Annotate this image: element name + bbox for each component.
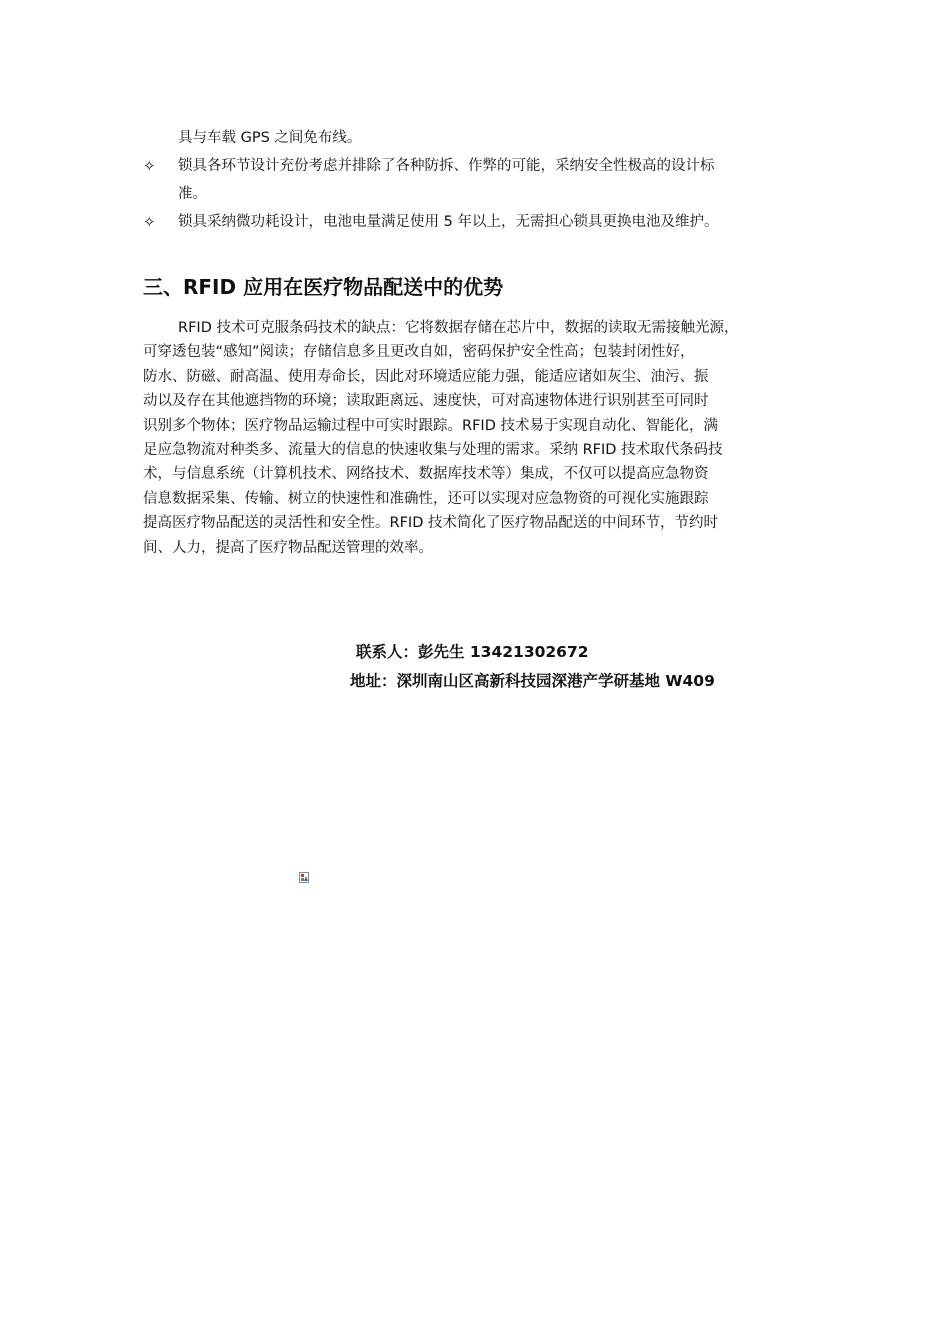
bullet-item-1-line-1: 锁具各环节设计充份考虑并排除了各种防拆、作弊的可能，采纳安全性极高的设计标 xyxy=(178,158,715,174)
continuation-line: 具与车载 GPS 之间免布线。 xyxy=(178,130,362,146)
broken-image-icon xyxy=(299,868,309,879)
paragraph-line: 间、人力，提高了医疗物品配送管理的效率。 xyxy=(143,539,433,556)
bullet-item-2-line-1: 锁具采纳微功耗设计，电池电量满足使用 5 年以上，无需担心锁具更换电池及维护。 xyxy=(178,214,719,230)
bullet-marker-icon: ✧ xyxy=(143,213,156,231)
paragraph-line: RFID 技术可克服条码技术的缺点：它将数据存储在芯片中，数据的读取无需接触光源， xyxy=(178,320,739,336)
bullet-marker-icon: ✧ xyxy=(143,157,156,175)
paragraph-line: 信息数据采集、传输、树立的快速性和准确性，还可以实现对应急物资的可视化实施跟踪 xyxy=(143,490,709,507)
paragraph-line: 防水、防磁、耐高温、使用寿命长，因此对环境适应能力强，能适应诸如灰尘、油污、振 xyxy=(143,368,709,385)
paragraph-line: 动以及存在其他遮挡物的环境；读取距离远、速度快，可对高速物体进行识别甚至可同时 xyxy=(143,393,709,410)
contact-person: 联系人：彭先生 13421302672 xyxy=(356,643,589,661)
contact-address: 地址：深圳南山区高新科技园深港产学研基地 W409 xyxy=(350,672,715,690)
section-heading: 三、RFID 应用在医疗物品配送中的优势 xyxy=(143,275,504,299)
body-paragraph xyxy=(143,316,819,560)
paragraph-line: 提高医疗物品配送的灵活性和安全性。RFID 技术简化了医疗物品配送的中间环节，节约时 xyxy=(143,515,718,532)
paragraph-line: 足应急物流对种类多、流量大的信息的快速收集与处理的需求。采纳 RFID 技术取代条码技 xyxy=(143,442,723,459)
bullet-item-1-line-2: 准。 xyxy=(178,186,207,202)
paragraph-line: 术，与信息系统（计算机技术、网络技术、数据库技术等）集成，不仅可以提高应急物资 xyxy=(143,466,709,483)
paragraph-line: 识别多个物体；医疗物品运输过程中可实时跟踪。RFID 技术易于实现自动化、智能化，满 xyxy=(143,417,718,434)
paragraph-line: 可穿透包装“感知”阅读；存储信息多且更改自如，密码保护安全性高；包装封闭性好， xyxy=(143,344,695,361)
